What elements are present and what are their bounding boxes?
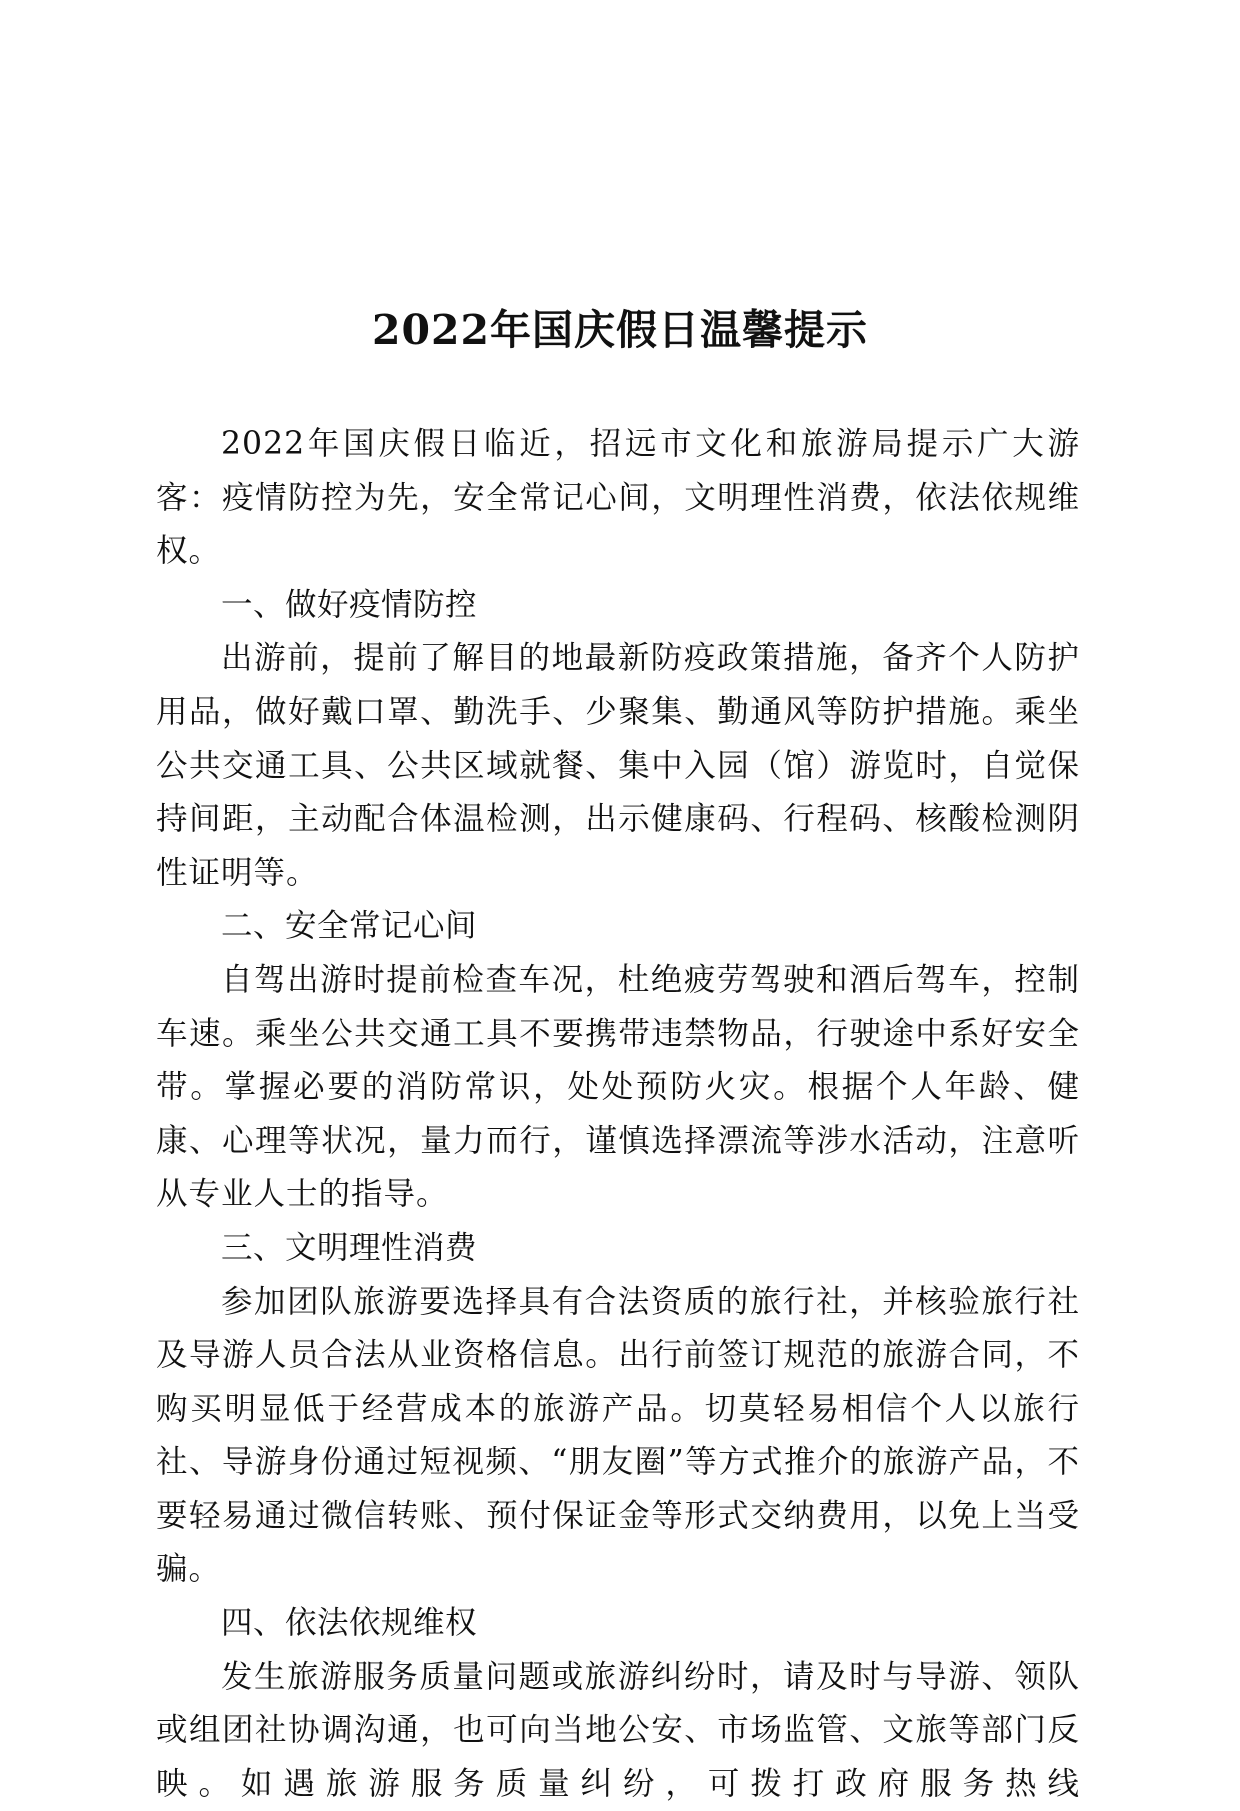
document-title: 2022年国庆假日温馨提示: [371, 306, 869, 354]
section-body-consumption: 参加团队旅游要选择具有合法资质的旅行社，并核验旅行社及导游人员合法从业资格信息。出行前签订规范的旅游合同，不购买明显低于经营成本的旅游产品。切莫轻易相信个人以旅行社、导游身份通过短视频、“朋友圈”等方式推介的旅游产品，不要轻易通过微信转账、预付保证金等形式交纳费用，以免上当受骗。: [156, 1283, 1080, 1588]
intro-paragraph: 2022年国庆假日临近，招远市文化和旅游局提示广大游客：疫情防控为先，安全常记心间，文明理性消费，依法依规维权。: [156, 426, 1080, 570]
section-body-rights: 发生旅游服务质量问题或旅游纠纷时，请及时与导游、领队或组团社协调沟通，也可向当地公安、市场监管、文旅等部门反映。如遇旅游服务质量纠纷，可拨打政府服务热线: [156, 1658, 1080, 1802]
section-body-safety: 自驾出游时提前检查车况，杜绝疲劳驾驶和酒后驾车，控制车速。乘坐公共交通工具不要携带违禁物品，行驶途中系好安全带。掌握必要的消防常识，处处预防火灾。根据个人年龄、健康、心理等状况，量力而行，谨慎选择漂流等涉水活动，注意听从专业人士的指导。: [156, 961, 1080, 1213]
document-body: [156, 418, 1080, 1811]
section-heading-consumption: 三、文明理性消费: [221, 1229, 478, 1266]
section-heading-rights: 四、依法依规维权: [221, 1605, 478, 1642]
section-heading-epidemic: 一、做好疫情防控: [221, 586, 478, 623]
section-heading-safety: 二、安全常记心间: [221, 908, 478, 945]
section-body-epidemic: 出游前，提前了解目的地最新防疫政策措施，备齐个人防护用品，做好戴口罩、勤洗手、少聚集、勤通风等防护措施。乘坐公共交通工具、公共区域就餐、集中入园（馆）游览时，自觉保持间距，主动配合体温检测，出示健康码、行程码、核酸检测阴性证明等。: [156, 640, 1080, 891]
